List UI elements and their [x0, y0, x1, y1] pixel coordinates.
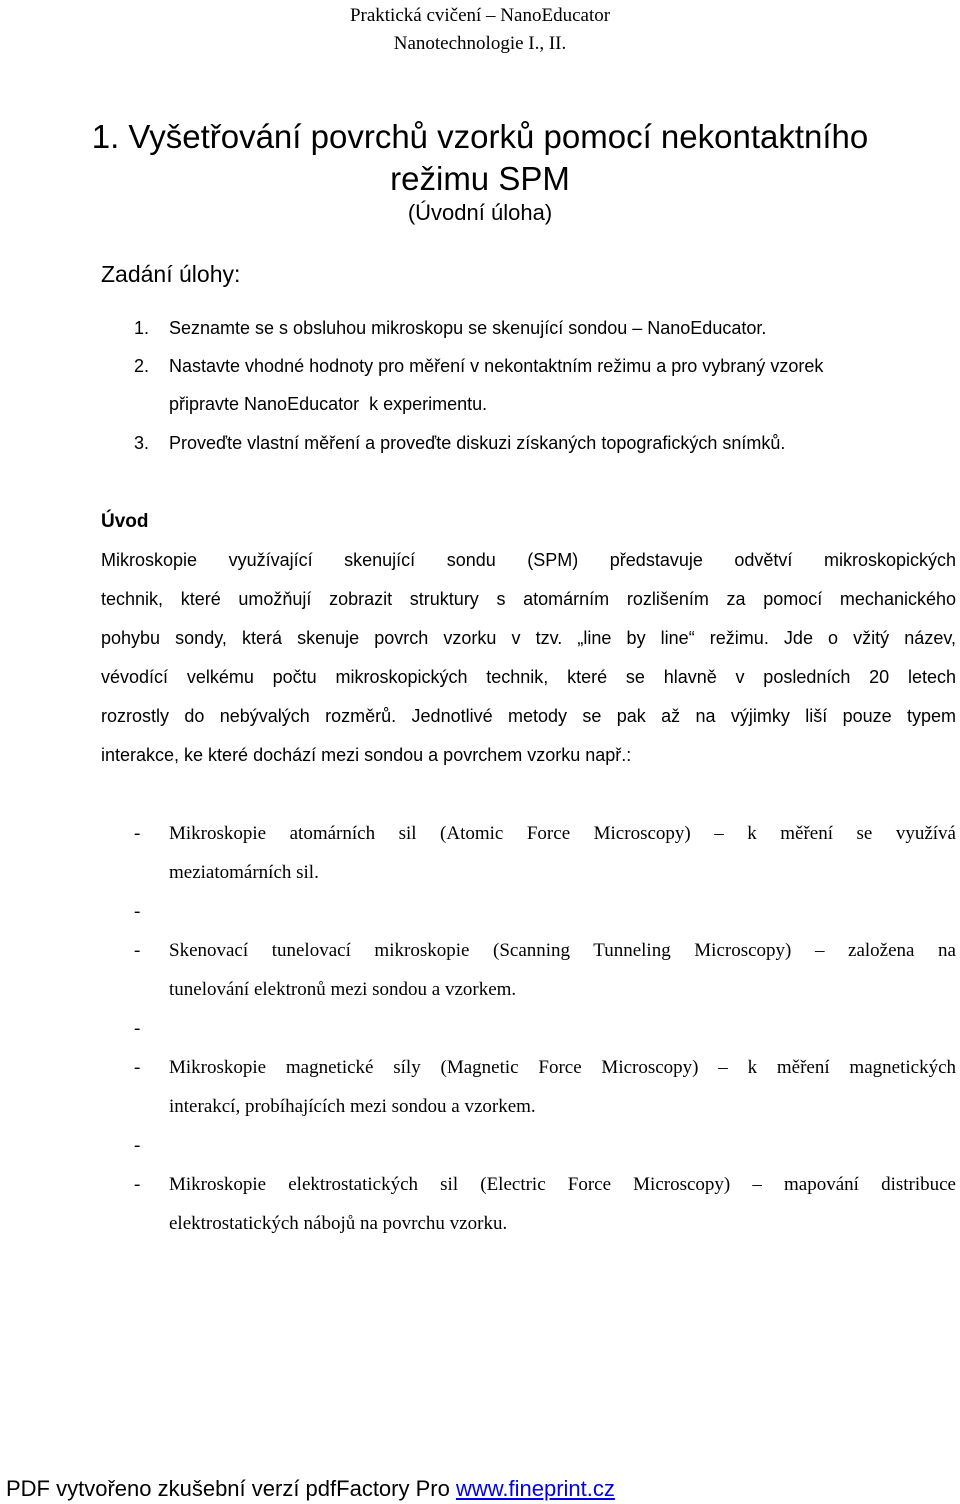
task-number: 1. — [134, 318, 150, 338]
paragraph-line: technik, které umožňují zobrazit struktury s atomárním rozlišením za pomocí mechanického — [101, 589, 956, 609]
task-item-1 — [134, 309, 766, 347]
list-item-line: Mikroskopie atomárních sil (Atomic Force Microscopy) – k měření se využívá — [169, 823, 956, 844]
list-bullet: - — [134, 901, 141, 922]
paragraph-line: interakce, ke které dochází mezi sondou a povrchem vzorku např.: — [101, 745, 632, 765]
task-number: 3. — [134, 433, 150, 453]
footer-text: PDF vytvořeno zkušební verzí pdfFactory Pro — [6, 1476, 456, 1501]
task-text: Nastavte vhodné hodnoty pro měření v nekontaktním režimu a pro vybraný vzorek — [169, 356, 824, 376]
task-item-3 — [134, 424, 785, 462]
pdf-footer — [6, 1474, 615, 1504]
list-bullet: - — [134, 823, 141, 844]
list-item-line: meziatomárních sil. — [169, 862, 319, 883]
paragraph-line: vévodící velkému počtu mikroskopických technik, které se hlavně v posledních 20 letech — [101, 667, 956, 687]
list-item-line: interakcí, probíhajících mezi sondou a vzorkem. — [169, 1096, 536, 1117]
footer-link[interactable]: www.fineprint.cz — [455, 1476, 615, 1501]
task-text-continued: připravte NanoEducator k experimentu. — [169, 394, 488, 414]
task-text: Seznamte se s obsluhou mikroskopu se skenující sondou – NanoEducator. — [169, 318, 767, 338]
assignment-heading: Zadání úlohy: — [101, 261, 241, 287]
paragraph-line: pohybu sondy, která skenuje povrch vzorku v tzv. „line by line“ režimu. Jde o vžitý název, — [101, 628, 956, 648]
header-line-1: Praktická cvičení – NanoEducator — [349, 5, 611, 26]
intro-heading: Úvod — [101, 511, 149, 532]
paragraph-line: Mikroskopie využívající skenující sondu (SPM) představuje odvětví mikroskopických — [101, 550, 956, 570]
title-line-2: režimu SPM — [390, 160, 570, 197]
task-number: 2. — [134, 356, 150, 376]
list-item-line: Skenovací tunelovací mikroskopie (Scanning Tunneling Microscopy) – založena na — [169, 940, 956, 961]
list-bullet: - — [134, 1057, 141, 1078]
task-item-2 — [134, 347, 823, 385]
page-title — [0, 116, 960, 200]
running-header — [0, 2, 960, 58]
list-item-line: tunelování elektronů mezi sondou a vzorkem. — [169, 979, 517, 1000]
header-line-2: Nanotechnologie I., II. — [393, 33, 567, 54]
list-bullet: - — [134, 1174, 141, 1195]
page-subtitle: (Úvodní úloha) — [407, 200, 553, 225]
title-line-1: 1. Vyšetřování povrchů vzorků pomocí nekontaktního — [91, 118, 869, 155]
list-item-line: elektrostatických nábojů na povrchu vzorku. — [169, 1213, 508, 1234]
list-bullet: - — [134, 1018, 141, 1039]
paragraph-line: rozrostly do nebývalých rozměrů. Jednotlivé metody se pak až na výjimky liší pouze typem — [101, 706, 956, 726]
list-bullet: - — [134, 1135, 141, 1156]
list-item-line: Mikroskopie magnetické síly (Magnetic Force Microscopy) – k měření magnetických — [169, 1057, 956, 1078]
list-bullet: - — [134, 940, 141, 961]
task-text: Proveďte vlastní měření a proveďte diskuzi získaných topografických snímků. — [169, 433, 786, 453]
list-item-line: Mikroskopie elektrostatických sil (Electric Force Microscopy) – mapování distribuce — [169, 1174, 956, 1195]
